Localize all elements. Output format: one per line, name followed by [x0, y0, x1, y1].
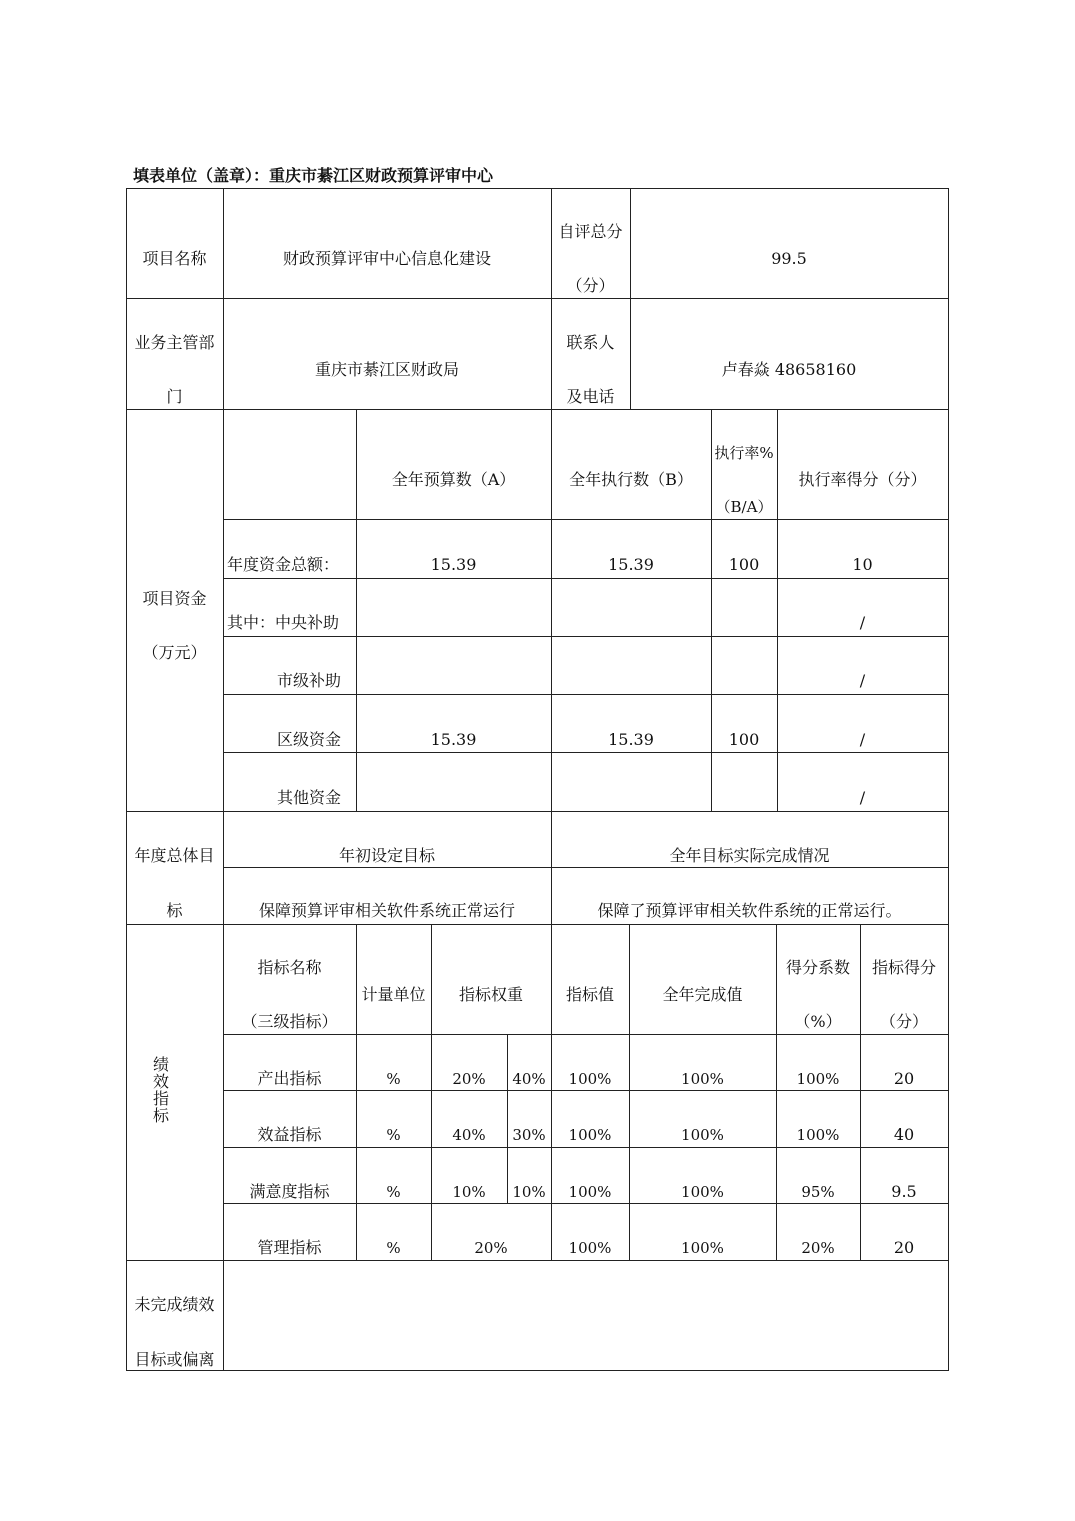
- indicator-row-weight-1: 20%: [452, 1070, 486, 1088]
- col-weight: 指标权重: [458, 985, 523, 1004]
- col-indicator-level: （三级指标）: [241, 1012, 338, 1031]
- contact-label-cont: 及电话: [566, 387, 615, 406]
- fund-row-score: /: [859, 730, 866, 749]
- col-rate-score: 执行率得分（分）: [798, 470, 927, 489]
- indicator-row-coefficient: 100%: [796, 1070, 840, 1088]
- col-score-coefficient: 得分系数: [785, 958, 850, 977]
- indicator-row-score: 9.5: [891, 1182, 917, 1201]
- col-indicator-name: 指标名称: [257, 958, 322, 977]
- fund-row-score: /: [859, 613, 866, 632]
- col-exec-rate-formula: （B/A）: [715, 498, 773, 516]
- actual-completion-value: 保障了预算评审相关软件系统的正常运行。: [597, 901, 902, 920]
- indicator-row-unit: %: [386, 1183, 401, 1201]
- fund-row-exec: 15.39: [608, 730, 654, 749]
- deviation-label: 未完成绩效: [134, 1295, 215, 1314]
- self-score-unit: （分）: [566, 276, 615, 295]
- fund-row-score: /: [859, 788, 866, 807]
- indicator-row-name: 效益指标: [257, 1125, 322, 1144]
- fund-row-rate: 100: [728, 555, 760, 574]
- indicator-row-completed: 100%: [681, 1183, 724, 1201]
- indicator-row-score: 20: [893, 1069, 915, 1088]
- indicator-row-name: 管理指标: [257, 1238, 322, 1257]
- indicator-row-unit: %: [386, 1070, 401, 1088]
- indicator-row-weight-2: 10%: [512, 1183, 546, 1201]
- fund-row-exec: 15.39: [608, 555, 654, 574]
- col-budget-a: 全年预算数（A）: [391, 470, 516, 489]
- col-exec-rate: 执行率%: [714, 444, 774, 462]
- col-indicator-score: 指标得分: [871, 958, 936, 977]
- fund-row-name: 年度资金总额：: [227, 555, 340, 574]
- indicator-row-completed: 100%: [681, 1239, 724, 1257]
- indicator-row-coefficient: 100%: [796, 1126, 840, 1144]
- indicator-row-unit: %: [386, 1126, 401, 1144]
- fund-row-budget: 15.39: [430, 555, 477, 574]
- fund-row-budget: 15.39: [430, 730, 477, 749]
- contact-label: 联系人: [566, 333, 615, 352]
- indicator-row-name: 满意度指标: [249, 1182, 330, 1201]
- funds-label: 项目资金: [142, 589, 207, 608]
- col-score-coefficient-unit: （%）: [794, 1012, 842, 1031]
- fund-row-rate: 100: [728, 730, 760, 749]
- indicator-row-weight-1: 20%: [474, 1239, 508, 1257]
- indicator-row-score: 20: [893, 1238, 915, 1257]
- fund-row-score: /: [859, 671, 866, 690]
- self-score-value: 99.5: [771, 249, 807, 268]
- fund-row-score: 10: [852, 555, 873, 574]
- indicator-row-unit: %: [386, 1239, 401, 1257]
- project-name-label: 项目名称: [142, 249, 207, 268]
- indicator-row-coefficient: 95%: [801, 1183, 835, 1201]
- fill-unit-title: 填表单位（盖章）：重庆市綦江区财政预算评审中心: [133, 166, 494, 185]
- indicator-row-value: 100%: [568, 1126, 612, 1144]
- indicator-row-value: 100%: [568, 1183, 612, 1201]
- fund-row-name: 市级补助: [277, 671, 342, 690]
- self-score-label: 自评总分: [558, 222, 623, 241]
- annual-goal-label-cont: 标: [166, 901, 183, 920]
- col-completed-value: 全年完成值: [662, 985, 743, 1004]
- fund-row-name: 区级资金: [277, 730, 342, 749]
- performance-self-evaluation-table: [126, 188, 949, 1371]
- col-unit: 计量单位: [361, 985, 426, 1004]
- department-label-cont: 门: [166, 387, 183, 406]
- annual-goal-label: 年度总体目: [134, 846, 215, 865]
- funds-unit: （万元）: [142, 643, 207, 662]
- project-name-value: 财政预算评审中心信息化建设: [282, 249, 491, 268]
- col-exec-b: 全年执行数（B）: [569, 470, 693, 489]
- col-indicator-score-unit: （分）: [879, 1012, 928, 1031]
- indicator-row-weight-2: 40%: [512, 1070, 546, 1088]
- performance-indicators-label: 绩效指标: [152, 1055, 169, 1125]
- col-actual-completion: 全年目标实际完成情况: [669, 846, 830, 865]
- indicator-row-value: 100%: [568, 1070, 612, 1088]
- col-initial-goal: 年初设定目标: [338, 846, 435, 865]
- indicator-row-weight-2: 30%: [512, 1126, 546, 1144]
- fund-row-name: 其他资金: [277, 788, 342, 807]
- indicator-row-weight-1: 40%: [452, 1126, 486, 1144]
- initial-goal-value: 保障预算评审相关软件系统正常运行: [258, 901, 515, 920]
- contact-value: 卢春焱 48658160: [721, 360, 857, 379]
- indicator-row-value: 100%: [568, 1239, 612, 1257]
- deviation-label-cont: 目标或偏离: [134, 1350, 215, 1369]
- col-indicator-value: 指标值: [565, 985, 614, 1004]
- indicator-row-completed: 100%: [681, 1126, 724, 1144]
- department-label: 业务主管部: [134, 333, 215, 352]
- indicator-row-name: 产出指标: [257, 1069, 322, 1088]
- fund-row-name: 其中：中央补助: [227, 613, 340, 632]
- indicator-row-coefficient: 20%: [801, 1239, 835, 1257]
- indicator-row-weight-1: 10%: [452, 1183, 486, 1201]
- indicator-row-score: 40: [893, 1125, 915, 1144]
- indicator-row-completed: 100%: [681, 1070, 724, 1088]
- department-value: 重庆市綦江区财政局: [314, 360, 459, 379]
